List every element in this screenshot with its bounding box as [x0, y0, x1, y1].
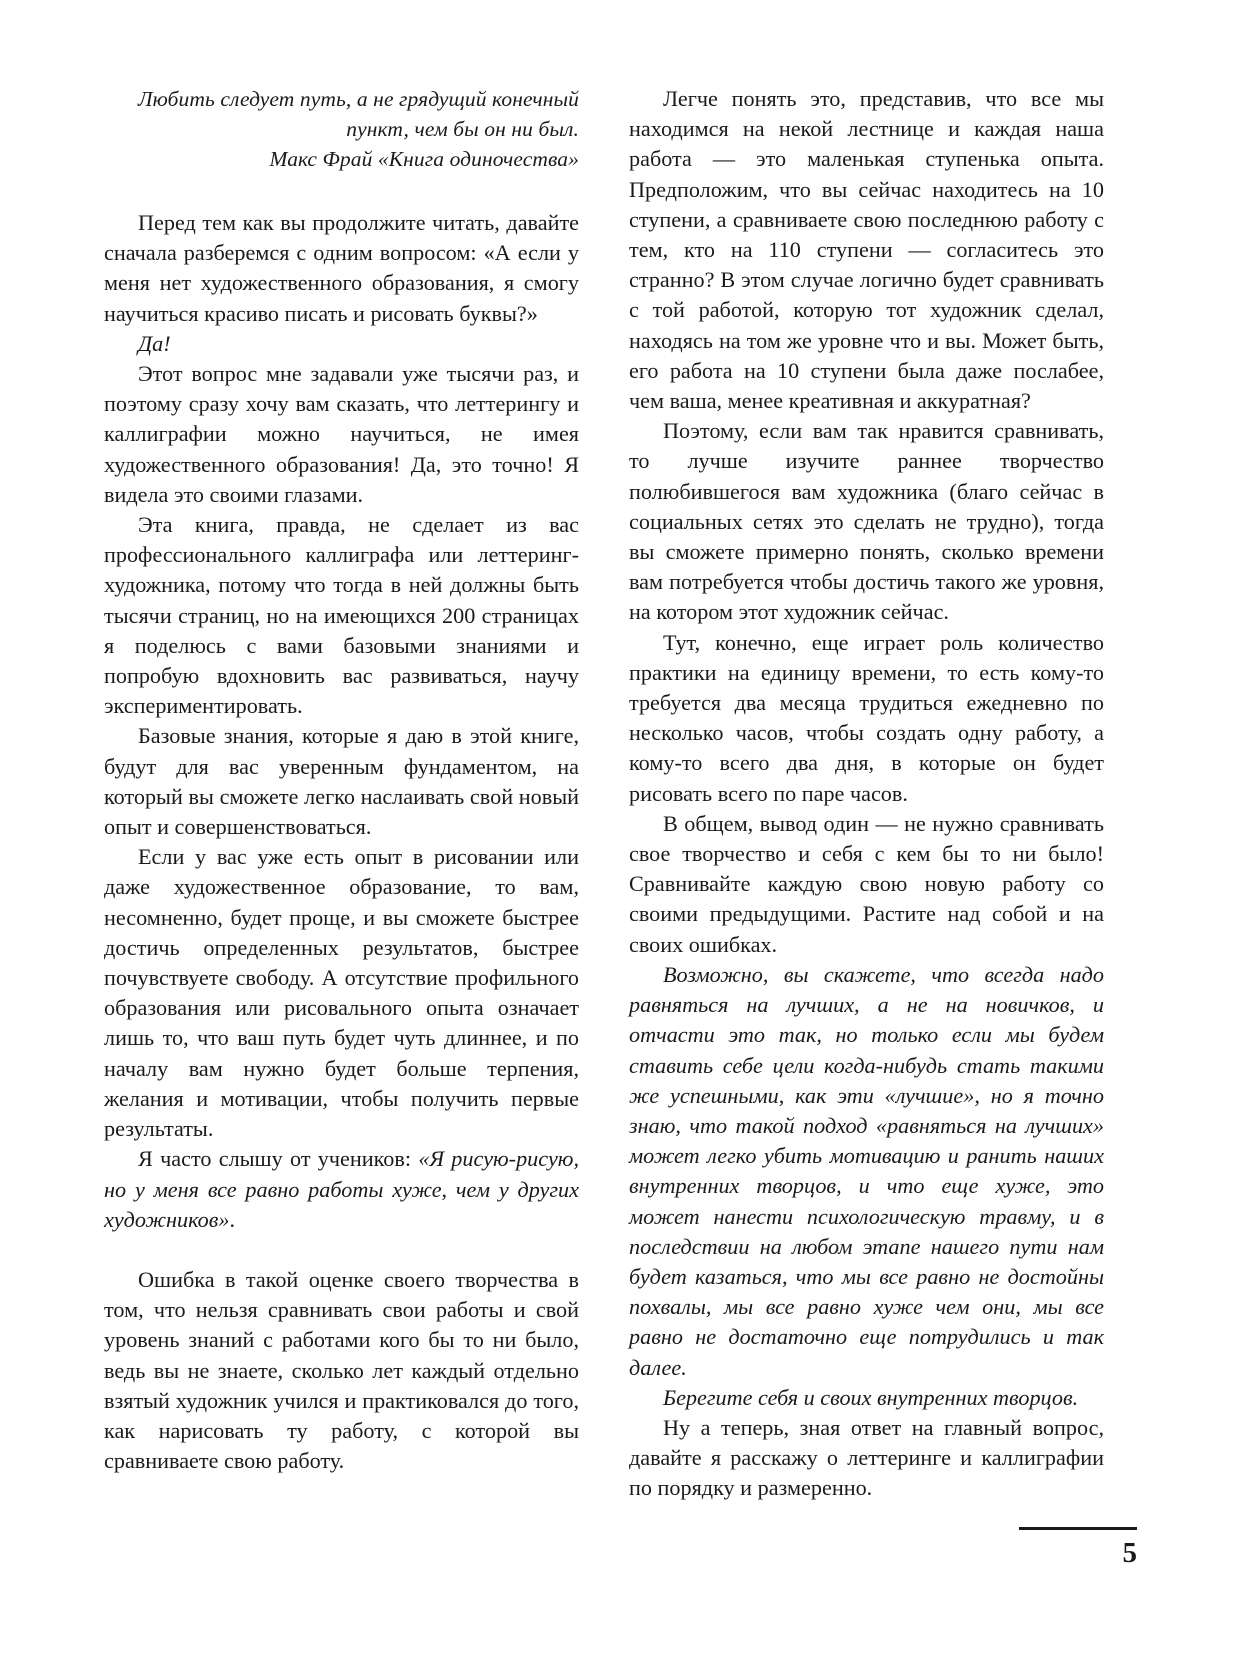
- paragraph: Ошибка в такой оценке своего творчества в том, что нельзя сравнивать свои работы и свой уровень знаний с работами кого бы то ни было, ведь вы не знаете, сколько лет каждый отдельно взятый художник учился и практиковался до того, как нарисовать ту работу, с которой вы сравниваете свою работу.: [104, 1266, 579, 1474]
- folio-rule: [1019, 1527, 1137, 1530]
- paragraph: В общем, вывод один — не нужно сравнивать свое творчество и себя с кем бы то ни было! Сравнивайте каждую свою новую работу со своими предыдущими. Растите над собой и на своих ошибках.: [629, 810, 1104, 957]
- epigraph-line-1: Любить следует путь, а не грядущий конечный: [137, 87, 579, 111]
- paragraph: Тут, конечно, еще играет роль количество практики на единицу времени, то есть кому-то требуется два месяца трудиться ежедневно по несколько часов, чтобы создать одну работу, а кому-то всего два дня, в которые он будет рисовать всего по паре часов.: [629, 629, 1104, 806]
- epigraph-spacer: [104, 174, 579, 208]
- page-content: [104, 84, 1104, 1504]
- paragraph-with-quote: [104, 1144, 579, 1235]
- paragraph: Базовые знания, которые я даю в этой книге, будут для вас уверенным фундаментом, на который вы сможете легко наслаивать свой новый опыт и совершенствоваться.: [104, 723, 579, 840]
- paragraph-spacer: [104, 1235, 579, 1265]
- right-column: [629, 84, 1104, 1504]
- paragraph-emphasis: Берегите себя и своих внутренних творцов.: [663, 1384, 1079, 1410]
- paragraph-emphasis: Да!: [138, 330, 171, 356]
- paragraph: Ну а теперь, зная ответ на главный вопрос, давайте я расскажу о леттеринге и каллиграфии по порядку и размеренно.: [629, 1414, 1104, 1501]
- paragraph: Легче понять это, представив, что все мы находимся на некой лестнице и каждая наша работа — это маленькая ступенька опыта. Предположим, что вы сейчас находитесь на 10 ступени, а сравниваете свою последнюю работу с тем, кто на 110 ступени — согласитесь это странно? В этом случае логично будет сравнивать с той работой, которую тот художник сделал, находясь на том же уровне что и вы. Может быть, его работа на 10 ступени была даже послабее, чем ваша, менее креативная и аккуратная?: [629, 86, 1104, 414]
- paragraph: Этот вопрос мне задавали уже тысячи раз, и поэтому сразу хочу вам сказать, что леттерингу и каллиграфии можно научиться, не имея художественного образования! Да, это точно! Я видела это своими глазами.: [104, 361, 579, 507]
- left-column: [104, 84, 579, 1476]
- paragraph: Эта книга, правда, не сделает из вас профессионального каллиграфа или леттеринг-художника, потому что тогда в ней должны быть тысячи страниц, но на имеющихся 200 страницах я поделюсь с вами базовыми знаниями и попробую вдохновить вас развиваться, научу экспериментировать.: [104, 512, 579, 719]
- paragraph: Поэтому, если вам так нравится сравнивать, то лучше изучите раннее творчество полюбившегося вам художника (благо сейчас в социальных сетях это сделать не трудно), тогда вы сможете примерно понять, сколько времени вам потребуется чтобы достичь такого же уровня, на котором этот художник сейчас.: [629, 418, 1104, 625]
- paragraph-emphasis: Возможно, вы скажете, что всегда надо равняться на лучших, а не на новичков, и отчасти это так, но только если мы будем ставить себе цели когда-нибудь стать такими же успешными, как эти «лучшие», но я точно знаю, что такой подход «равняться на лучших» может легко убить мотивацию и ранить наших внутренних творцов, и что еще хуже, это может нанести психологическую травму, и в последствии на любом этапе нашего пути нам будет казаться, что мы все равно не достойны похвалы, мы все равно хуже чем они, мы все равно не достаточно еще потрудились и так далее.: [629, 961, 1104, 1380]
- epigraph-source: Макс Фрай «Книга одиночества»: [269, 147, 579, 171]
- paragraph: Перед тем как вы продолжите читать, давайте сначала разберемся с одним вопросом: «А если у меня нет художественного образования, я смогу научиться красиво писать и рисовать буквы?»: [104, 210, 579, 326]
- paragraph: Если у вас уже есть опыт в рисовании или даже художественное образование, то вам, несомненно, будет проще, и вы сможете быстрее достичь определенных результатов, быстрее почувствуете свободу. А отсутствие профильного образования или рисовального опыта означает лишь то, что ваш путь будет чуть длиннее, и по началу вам нужно будет больше терпения, желания и мотивации, чтобы получить первые результаты.: [104, 844, 579, 1142]
- page-folio: [1017, 1527, 1137, 1570]
- page-number: 5: [1122, 1537, 1137, 1569]
- quote-trailing-punctuation: .: [229, 1206, 236, 1232]
- epigraph: [104, 84, 579, 174]
- student-quote: «Я рисую-рисую, но у меня все равно работы хуже, чем у других художников»: [104, 1146, 579, 1232]
- quote-lead-in: Я часто слышу от учеников:: [138, 1146, 419, 1172]
- epigraph-line-2: пункт, чем бы он ни был.: [346, 117, 579, 141]
